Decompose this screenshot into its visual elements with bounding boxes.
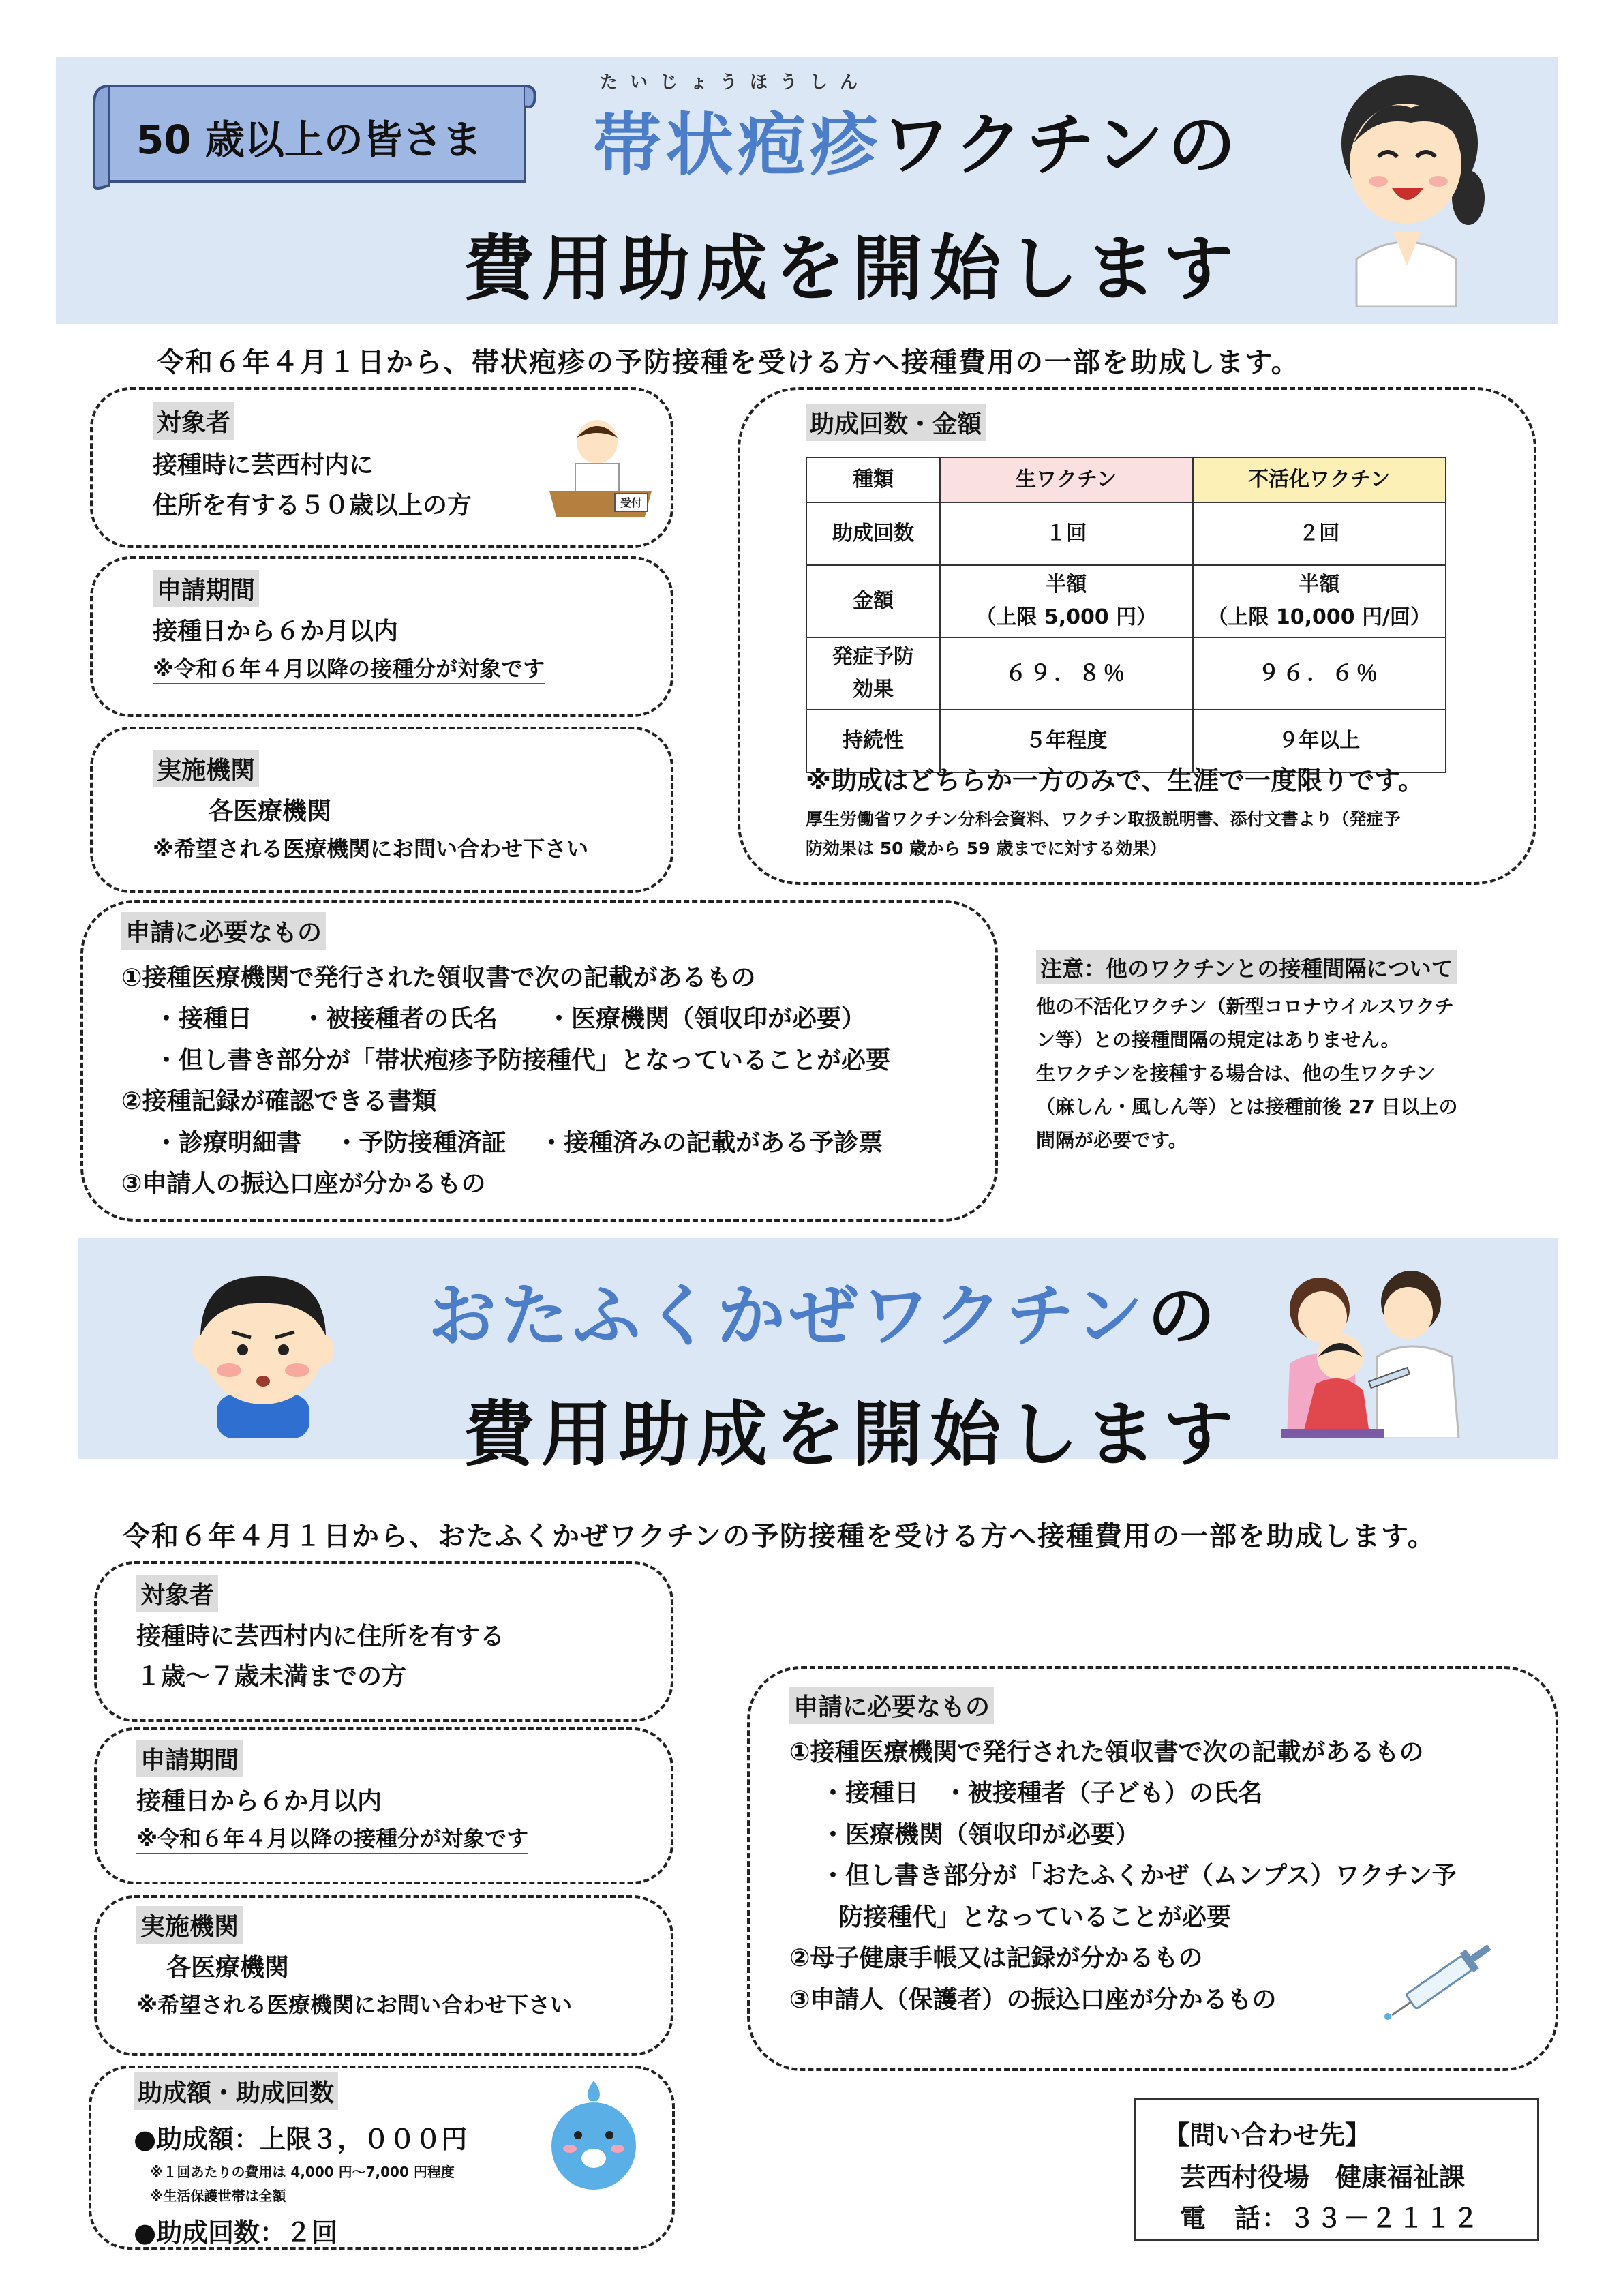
- mumps-institution-content: [136, 1906, 654, 2019]
- shingles-table-source2: 防効果は 50 歳から 59 歳までに対する効果）: [806, 838, 1167, 858]
- caution-line2: ン等）との接種間隔の規定はありません。: [1036, 1029, 1400, 1051]
- caution-line3: 生ワクチンを接種する場合は、他の生ワクチン: [1036, 1062, 1436, 1085]
- shingles-period-line1: 接種日から６か月以内: [153, 618, 399, 646]
- caution-line1: 他の不活化ワクチン（新型コロナウイルスワクチ: [1036, 995, 1454, 1018]
- mumps-period-line1: 接種日から６か月以内: [136, 1787, 382, 1815]
- mumps-target-content: [136, 1575, 654, 1697]
- mumps-required-item2: ②母子健康手帳又は記録が分かるもの: [789, 1944, 1203, 1973]
- shingles-subtitle: 費用助成を開始します: [464, 227, 1241, 310]
- table-cell-inactive: ９６．６％: [1193, 637, 1446, 710]
- table-cell-live: １回: [940, 502, 1192, 565]
- table-row-label: [806, 637, 940, 710]
- reception-illustration: [549, 414, 652, 524]
- mumps-amount-label: 助成額・助成回数: [134, 2072, 338, 2110]
- table-cell-live: ６９．８％: [940, 637, 1192, 710]
- mumps-period-note: ※令和６年４月以降の接種分が対象です: [136, 1822, 528, 1854]
- title-ruby: たいじょうほうしん: [600, 72, 870, 93]
- shingles-intro: 令和６年４月１日から、帯状疱疹の予防接種を受ける方へ接種費用の一部を助成します。: [157, 347, 1300, 378]
- shingles-target-label: 対象者: [153, 402, 234, 440]
- mumps-target-line2: １歳～７歳未満までの方: [136, 1663, 407, 1691]
- table-cell-inactive: ９年以上: [1193, 710, 1446, 772]
- caution-note: [1036, 950, 1541, 1157]
- shingles-title: [593, 90, 1240, 188]
- nurse-illustration: [1329, 68, 1493, 307]
- table-cell-live: ５年程度: [940, 710, 1192, 772]
- mumps-target-label: 対象者: [136, 1575, 218, 1612]
- shingles-institution-line1: 各医療機関: [209, 798, 332, 826]
- mumps-subtitle: 費用助成を開始します: [464, 1393, 1241, 1476]
- shingles-required-item1a: ・接種日 ・被接種者の氏名 ・医療機関（領収印が必要）: [154, 1005, 866, 1033]
- mumps-required-item1: ①接種医療機関で発行された領収書で次の記載があるもの: [789, 1738, 1424, 1766]
- shingles-required-item1b: ・但し書き部分が「帯状疱疹予防接種代」となっていることが必要: [154, 1046, 891, 1074]
- shingles-required-item2: ②接種記録が確認できる書類: [121, 1087, 437, 1116]
- table-header-row: [806, 457, 1446, 502]
- mumps-amount-small1: ※１回あたりの費用は 4,000 円～7,000 円程度: [150, 2164, 455, 2180]
- reception-sign-text: 受付: [620, 496, 643, 509]
- table-row-label: 金額: [806, 565, 940, 637]
- mumps-required-item1a: ・接種日 ・被接種者（子ども）の氏名: [821, 1779, 1263, 1808]
- mumps-title-rest: の: [1147, 1276, 1219, 1356]
- table-cell-inactive: ２回: [1193, 502, 1446, 565]
- mumps-institution-line1: 各医療機関: [166, 1954, 290, 1982]
- table-cell-live-sub: （上限 5,000 円）: [975, 605, 1157, 629]
- mumps-amount-line1: ●助成額：上限３，０００円: [134, 2124, 468, 2154]
- vaccine-comparison-table: [806, 457, 1446, 773]
- table-cell-live: [940, 565, 1192, 637]
- audience-text: 50 歳以上の皆さま: [136, 117, 482, 163]
- shingles-institution-content: [153, 750, 671, 863]
- shingles-required-item3: ③申請人の振込口座が分かるもの: [121, 1170, 486, 1198]
- mumps-required-item1b: ・医療機関（領収印が必要）: [821, 1820, 1140, 1849]
- table-row: [806, 565, 1446, 637]
- shingles-period-note: ※令和６年４月以降の接種分が対象です: [153, 652, 545, 684]
- caution-title: 注意：他のワクチンとの接種間隔について: [1036, 950, 1457, 984]
- table-header-type: 種類: [806, 457, 940, 502]
- table-row-label-line2: 効果: [853, 678, 894, 701]
- table-row: [806, 637, 1446, 710]
- shingles-required-item1: ①接種医療機関で発行された領収書で次の記載があるもの: [121, 964, 756, 992]
- shingles-required-content: [121, 912, 994, 1205]
- shingles-title-rest: ワクチンの: [882, 105, 1240, 185]
- table-header-live: 生ワクチン: [940, 457, 1192, 502]
- contact-phone: 電 話：３３－２１１２: [1180, 2203, 1481, 2233]
- boy-illustration: [188, 1261, 338, 1438]
- mumps-required-item1c: ・但し書き部分が「おたふくかぜ（ムンプス）ワクチン予: [821, 1862, 1457, 1890]
- shingles-period-label: 申請期間: [153, 570, 259, 607]
- table-cell-inactive-main: 半額: [1299, 573, 1340, 596]
- audience-scroll-banner: [90, 76, 540, 194]
- mumps-target-line1: 接種時に芸西村内に住所を有する: [136, 1622, 505, 1650]
- mumps-intro: 令和６年４月１日から、おたふくかぜワクチンの予防接種を受ける方へ接種費用の一部を助成します。: [123, 1521, 1436, 1552]
- caution-line5: 間隔が必要です。: [1036, 1129, 1187, 1151]
- shingles-title-highlight: 帯状疱疹: [593, 105, 882, 185]
- shingles-institution-label: 実施機関: [153, 750, 259, 787]
- table-row-label: 持続性: [806, 710, 940, 772]
- mumps-required-label: 申請に必要なもの: [789, 1687, 994, 1724]
- shingles-institution-note: ※希望される医療機関にお問い合わせ下さい: [153, 836, 589, 862]
- shingles-table-label: 助成回数・金額: [806, 404, 986, 441]
- mumps-title-highlight: おたふくかぜワクチン: [428, 1276, 1147, 1356]
- shingles-table-content: [806, 404, 986, 441]
- syringe-icon: [1377, 1936, 1506, 2025]
- table-row: [806, 502, 1446, 565]
- caution-line4: （麻しん・風しん等）とは接種前後 27 日以上の: [1036, 1096, 1458, 1118]
- shingles-required-label: 申請に必要なもの: [121, 912, 326, 950]
- shingles-target-line2: 住所を有する５０歳以上の方: [153, 492, 472, 520]
- table-row-label: 助成回数: [806, 502, 940, 565]
- contact-box: [1134, 2098, 1539, 2241]
- shingles-target-line1: 接種時に芸西村内に: [153, 451, 374, 479]
- vaccination-illustration: [1275, 1268, 1479, 1438]
- mumps-period-content: [136, 1740, 654, 1854]
- shingles-table-notes: [806, 759, 1528, 863]
- mumps-title: [428, 1261, 1219, 1359]
- mumps-institution-note: ※希望される医療機関にお問い合わせ下さい: [136, 1992, 573, 2019]
- contact-office: 芸西村役場 健康福祉課: [1180, 2162, 1466, 2192]
- mumps-required-item1d: 防接種代」となっていることが必要: [838, 1903, 1232, 1931]
- mumps-amount-line2: ●助成回数：２回: [134, 2218, 338, 2248]
- mascot-illustration: [543, 2074, 645, 2194]
- table-cell-live-main: 半額: [1046, 573, 1087, 596]
- mumps-period-label: 申請期間: [136, 1740, 243, 1777]
- shingles-table-note: ※助成はどちらか一方のみで、生涯で一度限りです。: [806, 766, 1425, 796]
- shingles-required-item2a: ・診療明細書 ・予防接種済証 ・接種済みの記載がある予診票: [154, 1128, 883, 1157]
- table-cell-inactive-sub: （上限 10,000 円/回）: [1207, 605, 1431, 629]
- shingles-period-content: [153, 570, 671, 684]
- table-header-inactive: 不活化ワクチン: [1193, 457, 1446, 502]
- contact-title: 【問い合わせ先】: [1164, 2120, 1371, 2150]
- table-cell-inactive: [1193, 565, 1446, 637]
- shingles-table-source1: 厚生労働省ワクチン分科会資料、ワクチン取扱説明書、添付文書より（発症予: [806, 809, 1401, 829]
- mumps-required-item3: ③申請人（保護者）の振込口座が分かるもの: [789, 1985, 1277, 2014]
- mumps-amount-small2: ※生活保護世帯は全額: [150, 2188, 286, 2204]
- table-row-label-line1: 発症予防: [832, 645, 915, 669]
- mumps-institution-label: 実施機関: [136, 1906, 243, 1944]
